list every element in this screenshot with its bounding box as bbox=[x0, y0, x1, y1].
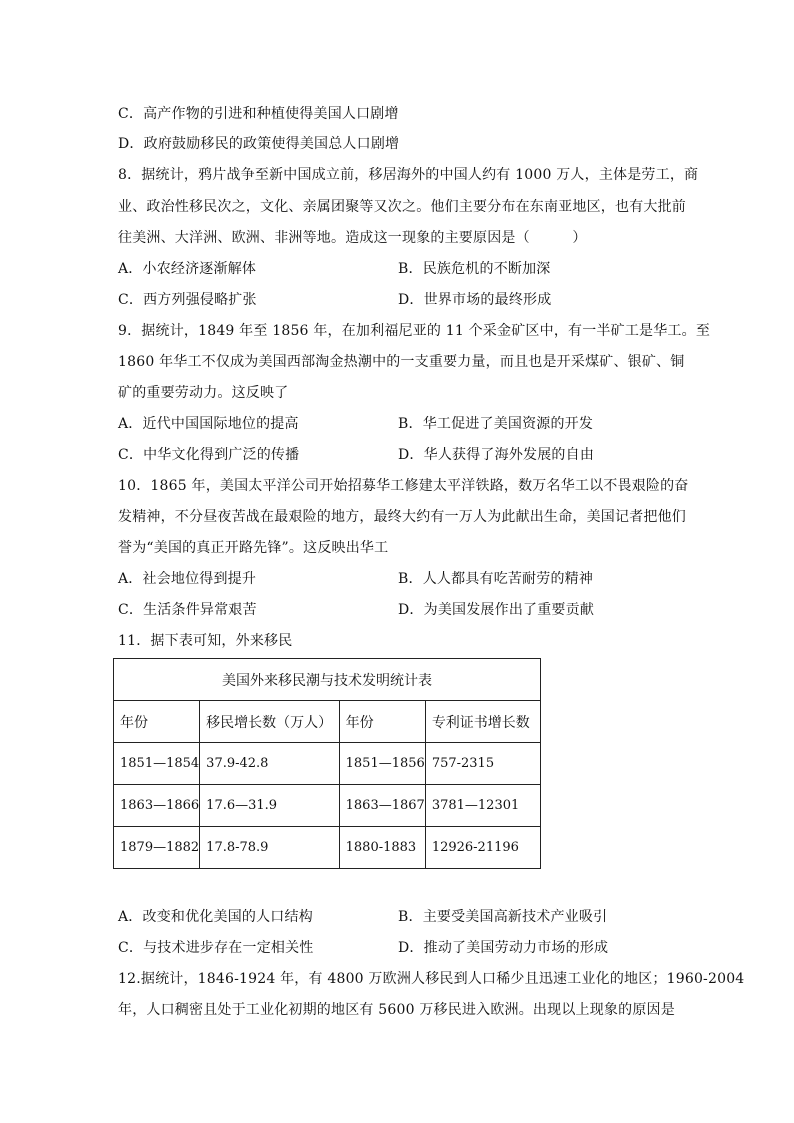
q8-stem-line-3: 往美洲、大洋洲、欧洲、非洲等地。造成这一现象的主要原因是（ ） bbox=[118, 230, 587, 246]
table-cell: 1880-1883 bbox=[339, 827, 425, 869]
table-cell: 37.9-42.8 bbox=[200, 743, 339, 785]
q10-option-d: D．为美国发展作出了重要贡献 bbox=[398, 602, 595, 618]
table-cell: 757-2315 bbox=[425, 743, 540, 785]
q12-stem-line-1: 12.据统计，1846-1924 年，有 4800 万欧洲人移民到人口稀少且迅速工业化的地区；1960-2004 bbox=[118, 971, 745, 987]
q8-option-b: B．民族危机的不断加深 bbox=[398, 261, 551, 277]
q12-stem-line-2: 年，人口稠密且处于工业化初期的地区有 5600 万移民进入欧洲。出现以上现象的原因是 bbox=[118, 1002, 675, 1018]
table-cell: 1851—1856 bbox=[339, 743, 425, 785]
q8-option-c: C．西方列强侵略扩张 bbox=[118, 292, 257, 308]
q7-option-d: D．政府鼓励移民的政策使得美国总人口剧增 bbox=[118, 136, 400, 152]
q8-stem-line-1: 8．据统计，鸦片战争至新中国成立前，移居海外的中国人约有 1000 万人，主体是劳工，商 bbox=[118, 167, 699, 183]
q10-stem-line-1: 10．1865 年，美国太平洋公司开始招募华工修建太平洋铁路，数万名华工以不畏艰险的奋 bbox=[118, 478, 689, 494]
q9-option-c: C．中华文化得到广泛的传播 bbox=[118, 447, 300, 463]
table-cell: 1851—1854 bbox=[114, 743, 200, 785]
q10-option-a: A．社会地位得到提升 bbox=[118, 571, 257, 587]
q10-stem-line-2: 发精神，不分昼夜苦战在最艰险的地方，最终大约有一万人为此献出生命，美国记者把他们 bbox=[118, 509, 686, 525]
q8-option-a: A．小农经济逐渐解体 bbox=[118, 261, 257, 277]
table-cell: 1863—1867 bbox=[339, 785, 425, 827]
table-cell: 1879—1882 bbox=[114, 827, 200, 869]
table-title: 美国外来移民潮与技术发明统计表 bbox=[114, 659, 541, 701]
q9-option-a: A．近代中国国际地位的提高 bbox=[118, 416, 299, 432]
table-cell: 17.6—31.9 bbox=[200, 785, 339, 827]
table-cell: 3781—12301 bbox=[425, 785, 540, 827]
table-cell: 12926-21196 bbox=[425, 827, 540, 869]
table-header-row bbox=[114, 701, 541, 743]
q11-option-d: D．推动了美国劳动力市场的形成 bbox=[398, 940, 609, 956]
q11-stem: 11．据下表可知，外来移民 bbox=[118, 633, 293, 649]
table-cell: 1863—1866 bbox=[114, 785, 200, 827]
q9-stem-line-1: 9．据统计，1849 年至 1856 年，在加利福尼亚的 11 个采金矿区中，有一半矿工是华工。至 bbox=[118, 323, 711, 339]
q11-option-c: C．与技术进步存在一定相关性 bbox=[118, 940, 314, 956]
immigration-patent-table bbox=[113, 658, 541, 869]
table-row bbox=[114, 743, 541, 785]
q11-option-a: A．改变和优化美国的人口结构 bbox=[118, 909, 313, 925]
table-header-cell: 年份 bbox=[114, 701, 200, 743]
table-header-cell: 专利证书增长数 bbox=[425, 701, 540, 743]
q10-stem-line-3: 誉为“美国的真正开路先锋”。这反映出华工 bbox=[118, 540, 389, 556]
q9-option-d: D．华人获得了海外发展的自由 bbox=[398, 447, 595, 463]
q8-stem-line-2: 业、政治性移民次之，文化、亲属团聚等又次之。他们主要分布在东南亚地区，也有大批前 bbox=[118, 199, 686, 215]
q8-option-d: D．世界市场的最终形成 bbox=[398, 292, 552, 308]
table-row bbox=[114, 785, 541, 827]
q10-option-c: C．生活条件异常艰苦 bbox=[118, 602, 257, 618]
q9-stem-line-3: 矿的重要劳动力。这反映了 bbox=[118, 385, 289, 401]
q9-stem-line-2: 1860 年华工不仅成为美国西部淘金热潮中的一支重要力量，而且也是开采煤矿、银矿、铜 bbox=[118, 354, 685, 370]
table-row bbox=[114, 827, 541, 869]
q11-option-b: B．主要受美国高新技术产业吸引 bbox=[398, 909, 608, 925]
table-header-cell: 年份 bbox=[339, 701, 425, 743]
table-header-cell: 移民增长数（万人） bbox=[200, 701, 339, 743]
q7-option-c: C．高产作物的引进和种植使得美国人口剧增 bbox=[118, 106, 399, 122]
q10-option-b: B．人人都具有吃苦耐劳的精神 bbox=[398, 571, 594, 587]
table-cell: 17.8-78.9 bbox=[200, 827, 339, 869]
table-title-row bbox=[114, 659, 541, 701]
q9-option-b: B．华工促进了美国资源的开发 bbox=[398, 416, 594, 432]
